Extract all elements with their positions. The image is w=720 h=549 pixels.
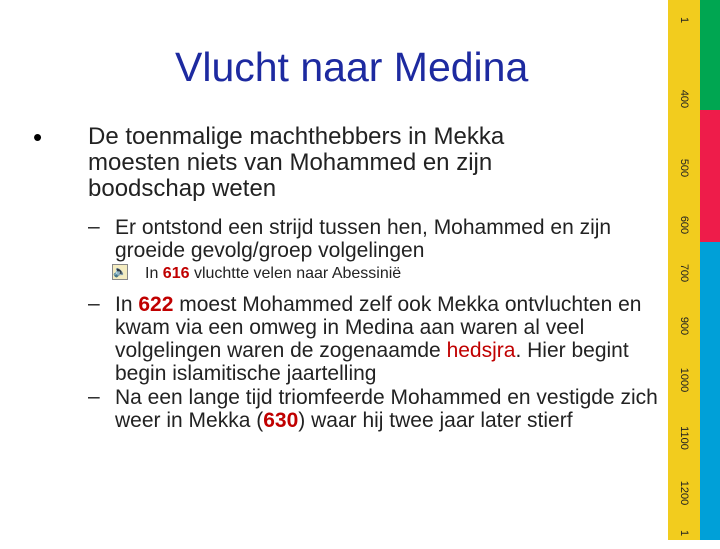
timeline-label-500: 500 [678,158,690,178]
timeline-bar [668,0,700,540]
timeline-label-600: 600 [678,215,690,235]
timeline-label-1000: 1000 [678,367,690,393]
slide-title: Vlucht naar Medina [175,44,529,90]
bullet-marker: • [33,122,43,152]
timeline-label-900: 900 [678,316,690,336]
dash-marker-1: – [88,215,100,238]
timeline-label-400: 400 [678,89,690,109]
timeline-label-700: 700 [678,263,690,283]
term-hedsjra: hedsjra [446,339,516,362]
timeline-label-1100: 1100 [678,426,690,450]
sub-sub-pre: In [145,265,163,282]
year-630: 630 [263,409,299,432]
sub-point-2 [115,293,670,385]
sub-point-3 [115,386,675,432]
dash-marker-3: – [88,385,100,408]
sub-point-1: Er ontstond een strijd tussen hen, Mohammed en zijn groeide gevolg/groep volgelingen [115,216,612,262]
side-strip-blue [700,242,720,540]
sub3-post: ) waar hij twee jaar later stierf [298,409,573,432]
year-622: 622 [138,293,174,316]
sub3-pre: Na een lange tijd triomfeerde Mohammed en vestigde zich weer in Mekka ( [115,386,658,432]
sub2-mid: moest Mohammed zelf ook Mekka ontvluchten en kwam via een omweg in Medina aan waren al veel volgelingen waren de zogenaamde [115,293,642,362]
sub-sub-point [145,265,401,283]
timeline-label-1200: 1200 [678,480,690,506]
side-strip-green [700,0,720,110]
dash-marker-2: – [88,292,100,315]
main-point-text: De toenmalige machthebbers in Mekka moesten niets van Mohammed en zijn boodschap weten [88,123,505,202]
timeline-label-1: 1 [678,16,690,24]
side-strip-red [700,110,720,242]
sub2-pre: In [115,293,139,316]
sound-icon[interactable]: 🔈 [113,266,127,278]
year-616: 616 [162,265,190,282]
timeline-label-end: 1 [678,529,690,537]
sub-sub-post: vluchtte velen naar Abessinië [189,265,402,282]
main-point [88,124,568,202]
sub2-post: . Hier begint begin islamitische jaartelling [115,339,629,385]
